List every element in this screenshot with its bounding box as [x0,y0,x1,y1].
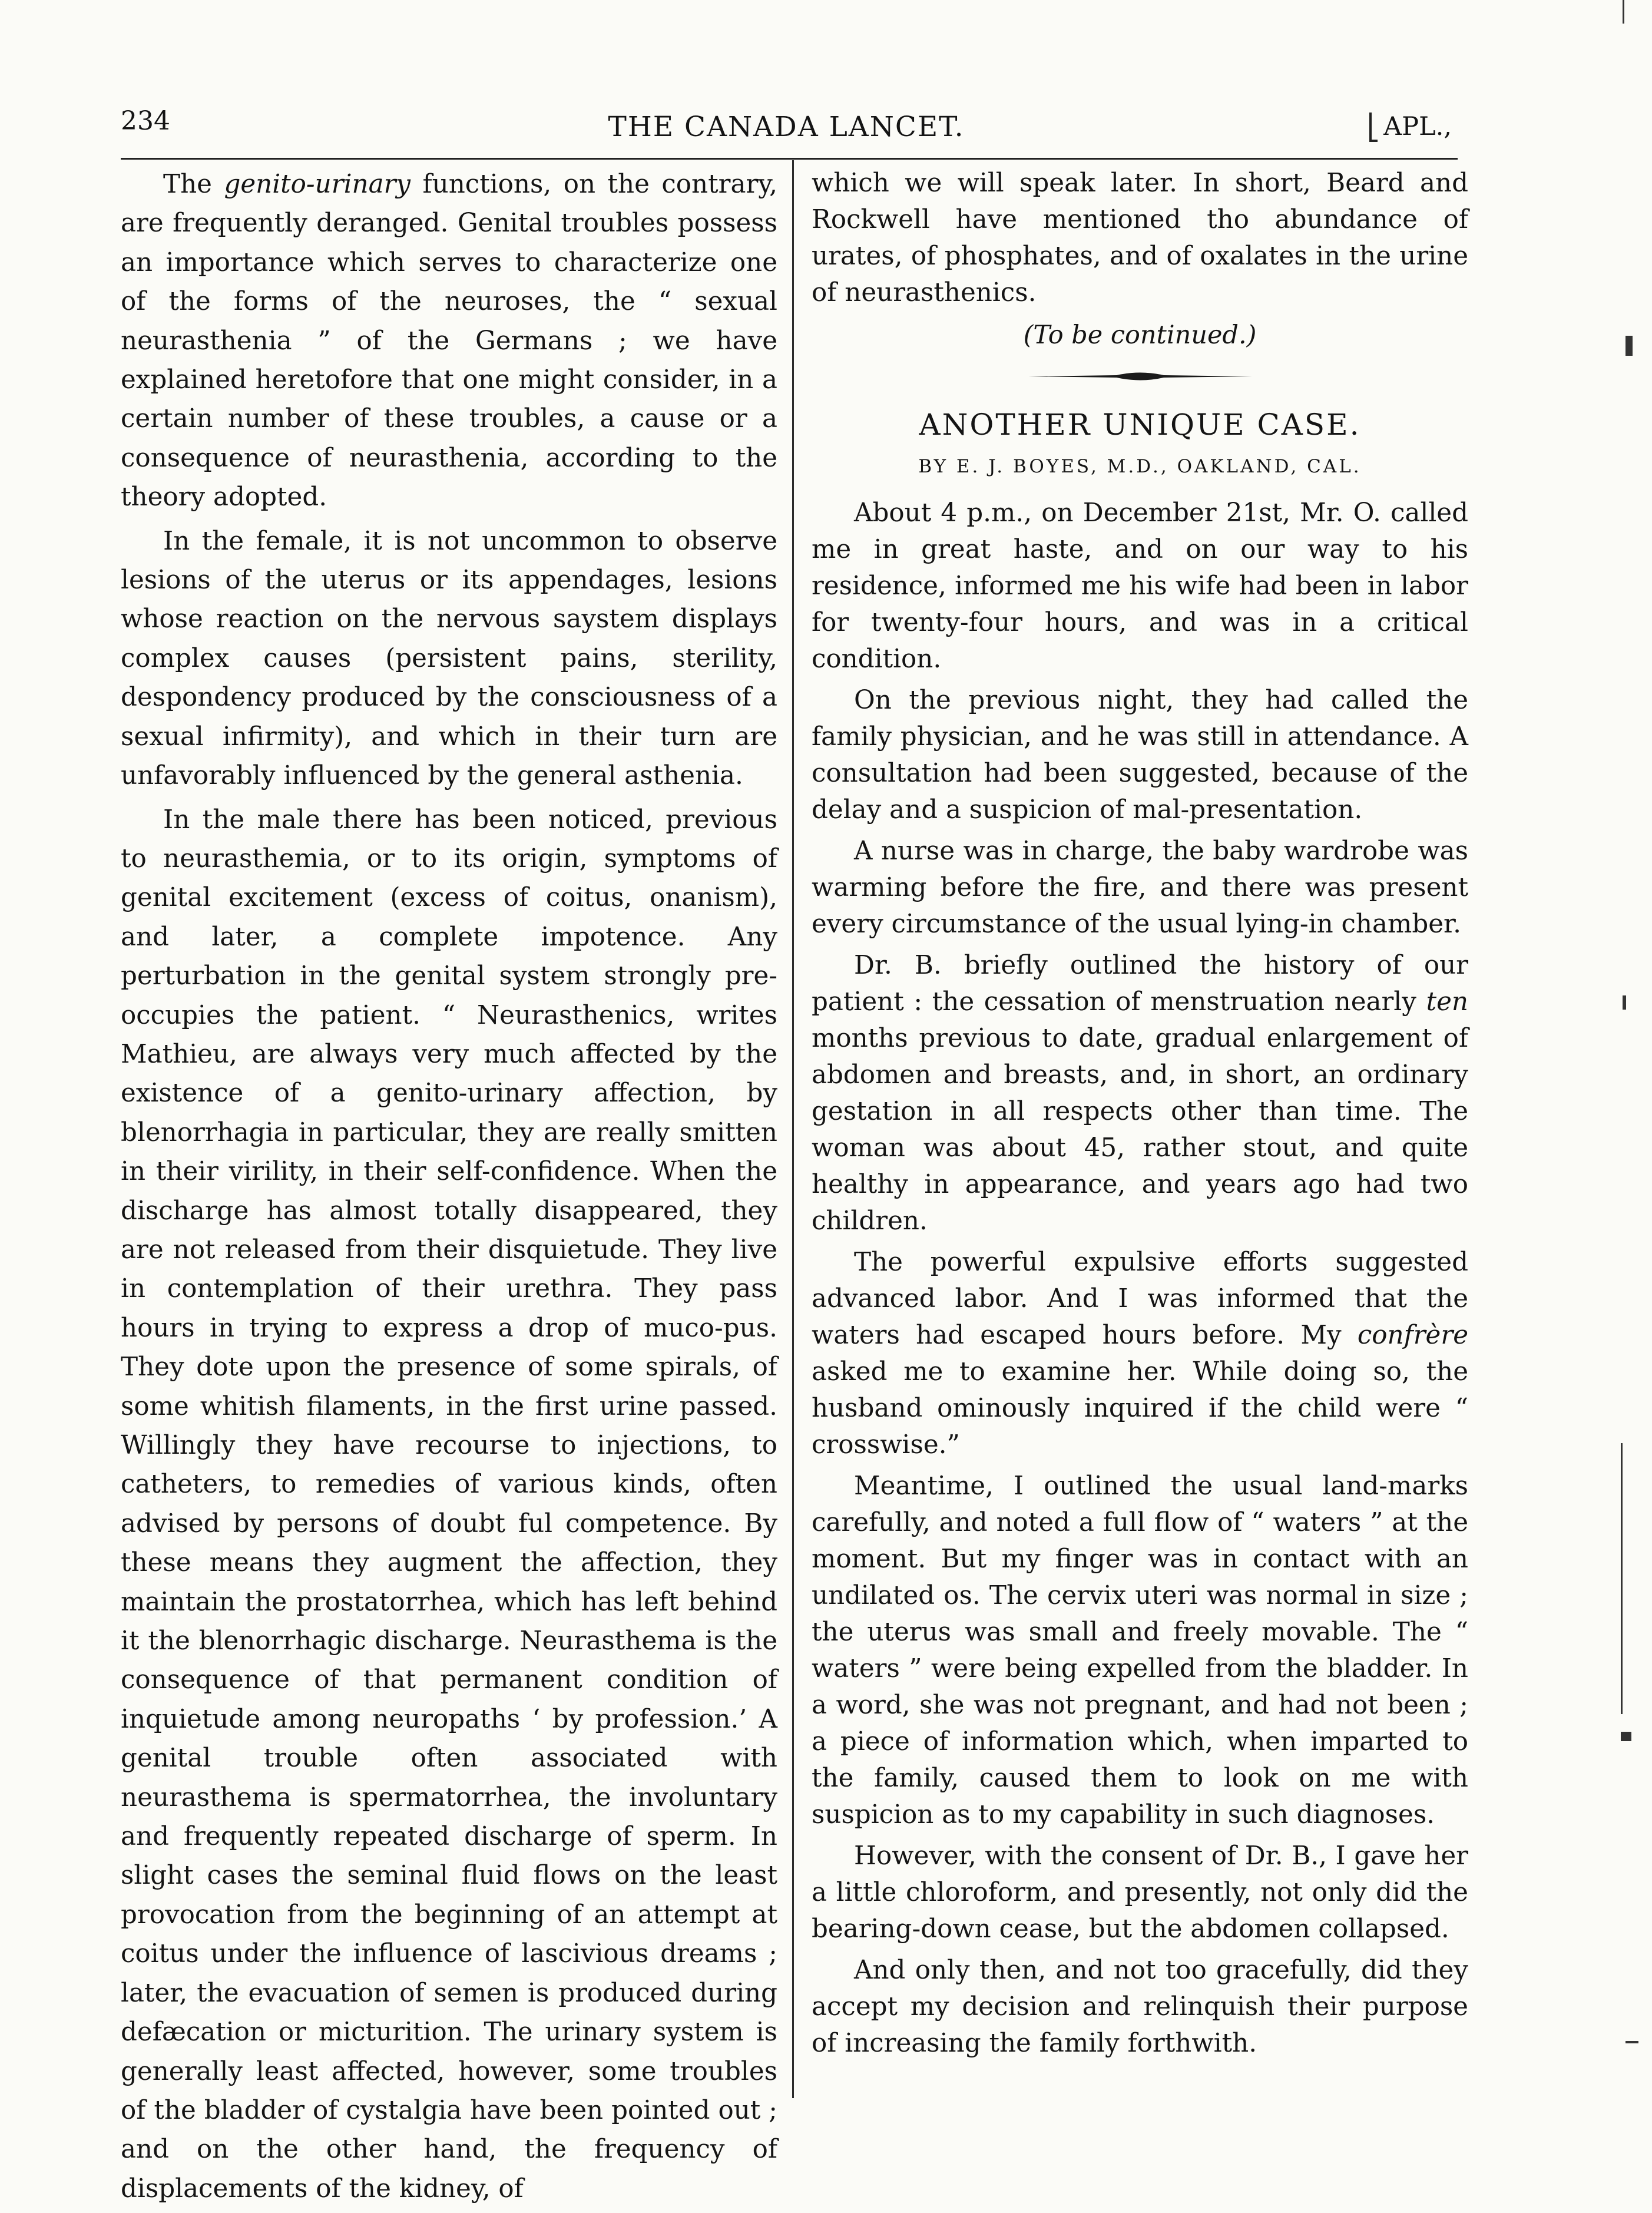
page-number: 234 [121,106,170,136]
italic-term: confrère [1357,1321,1468,1350]
bracket-mark [1369,113,1378,142]
paragraph-female: In the female, it is not uncommon to observe lesions of the uterus or its appendages, lesions whose reaction on the nervous saystem displays complex causes (persistent pains, sterility, despondency produced by the consciousness of a sexual infirmity), and which in their turn are unfavorably influenced by the general asthenia. [121,526,777,791]
article-paragraph: However, with the consent of Dr. B., I gave her a little chloroform, and presently, not only did the bearing-down cease, but the abdomen collapsed. [812,1841,1468,1944]
paragraph-male: In the male there has been noticed, previous to neurasthemia, or to its origin, symptoms of genital excitement (excess of coitus, onanism), and later, a complete impotence. Any perturbation in the genital system strongly pre-occupies the patient. “ Neurasthenics, writes Mathieu, are always very much affected by the existence of a genito-urinary affection, by blenorrhagia in particular, they are really smitten in their virility, in their self-confidence. When the discharge has almost totally disappeared, they are not released from their disquietude. They live in contemplation of their urethra. They pass hours in trying to express a drop of muco-pus. They dote upon the presence of some spirals, of some whitish filaments, in the first urine passed. Willingly they have recourse to injections, to catheters, to remedies of various kinds, often advised by persons of doubt ful competence. By these means they augment the affection, they maintain the prostatorrhea, which has left behind it the blenorrhagic discharge. Neurasthema is the consequence of that permanent condition of inquietude among neuropaths ‘ by profession.’ A genital trouble often associated with neurasthema is spermatorrhea, the involuntary and frequently repeated discharge of sperm. In slight cases the seminal fluid flows on the least provocation from the beginning of an attempt at coitus under the influence of lascivious dreams ; later, the evacuation of semen is produced during defæcation or micturition. The urinary system is generally least affected, however, some troubles of the bladder of cystalgia have been pointed out ; and on the other hand, the frequency of displacements of the kidney, of [121,805,777,2204]
running-header [121,100,1452,147]
continuation-paragraph: which we will speak later. In short, Beard and Rockwell have mentioned tho abundance of urates, of phosphates, and of oxalates in the urine of neurasthenics. [812,168,1468,307]
header-rule [121,158,1458,160]
italic-term: ten [1426,987,1468,1017]
margin-mark [1621,1732,1631,1741]
italic-term: genito-urinary [224,170,411,199]
left-column [121,165,777,2213]
margin-mark [1625,2041,1638,2043]
article-title: ANOTHER UNIQUE CASE. [919,408,1361,442]
article-paragraph: About 4 p.m., on December 21st, Mr. O. called me in great haste, and on our way to his residence, informed me his wife had been in labor for twenty-four hours, and was in a critical condition. [812,498,1468,674]
article-paragraph: The powerful expulsive efforts suggested advanced labor. And I was informed that the waters had escaped hours before. My confrère asked me to examine her. While doing so, the husband ominously inquired if the child were “ crosswise.” [812,1248,1468,1460]
issue-label [1369,112,1452,142]
article-paragraph: Dr. B. briefly outlined the history of our patient : the cessation of menstruation nearly ten months previous to date, gradual enlargement of abdomen and breasts, and, in short, an ordinary gestation in all respects other than time. The woman was about 45, rather stout, and quite healthy in appearance, and years ago had two children. [812,951,1468,1236]
margin-mark [1623,0,1624,24]
article-paragraph: A nurse was in charge, the baby wardrobe was warming before the fire, and there was present every circumstance of the usual lying-in chamber. [812,836,1468,939]
paragraph-genito-urinary: The genito-urinary functions, on the contrary, are frequently deranged. Genital troubles possess an importance which serves to characterize one of the forms of the neuroses, the “ sexual neurasthenia ” of the Germans ; we have explained heretofore that one might consider, in a certain number of these troubles, a cause or a consequence of neurasthenia, according to the theory adopted. [121,170,777,512]
margin-mark [1625,336,1633,356]
article-paragraph: And only then, and not too gracefully, did they accept my decision and relinquish their purpose of increasing the family forthwith. [812,1956,1468,2058]
right-column [812,165,1468,2066]
article-paragraph: Meantime, I outlined the usual land-marks carefully, and noted a full flow of “ waters ” at the moment. But my finger was in contact with an undilated os. The cervix uteri was normal in size ; the uterus was small and freely movable. The “ waters ” were being expelled from the bladder. In a word, she was not pregnant, and had not been ; a piece of information which, when imparted to the family, caused them to look on me with suspicion as to my capability in such diagnoses. [812,1471,1468,1830]
margin-mark [1621,1443,1623,1714]
article-paragraph: On the previous night, they had called the family physician, and he was still in attendance. A consultation had been suggested, because of the delay and a suspicion of mal-presentation. [812,686,1468,825]
article-byline: BY E. J. BOYES, M.D., OAKLAND, CAL. [918,456,1362,477]
column-divider [792,160,794,2098]
to-be-continued: (To be continued.) [1023,320,1257,350]
section-divider-ornament [1028,369,1252,384]
issue-text: APL., [1383,112,1452,141]
margin-mark [1623,995,1626,1010]
journal-title: THE CANADA LANCET. [608,111,965,143]
